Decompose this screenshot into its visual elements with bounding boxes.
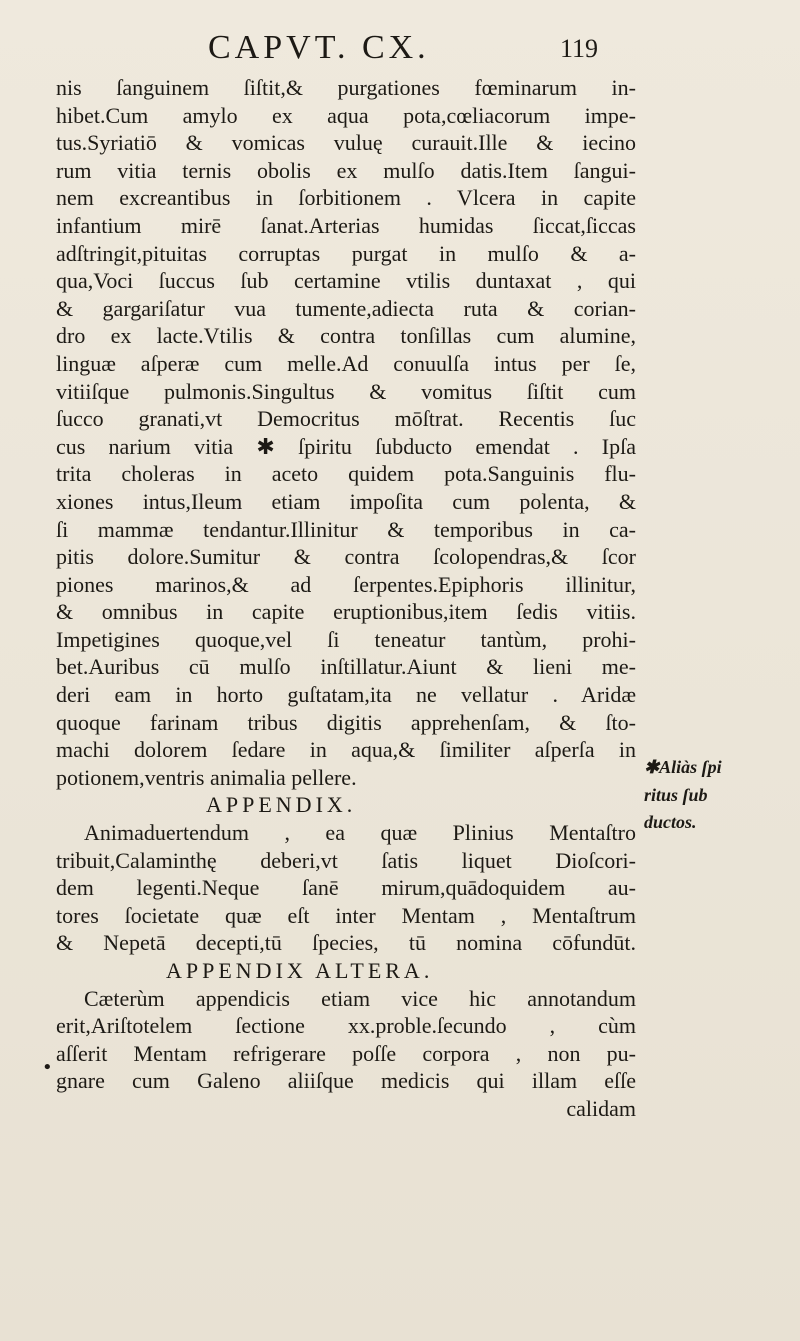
running-head <box>0 20 800 70</box>
text-line: bet.Auribus cū mulſo inſtillatur.Aiunt & lieni me- <box>56 654 636 680</box>
text-line: Impetigines quoque,vel ſi teneatur tantùm, prohi- <box>56 626 636 652</box>
text-line: xiones intus,Ileum etiam impoſita cum polenta, & <box>56 488 636 514</box>
text-line: qua,Voci ſuccus ſub certamine vtilis duntaxat , qui <box>56 268 636 294</box>
text-line: potionem,ventris animalia pellere. <box>56 764 357 790</box>
appendix-altera-line: Cæterùm appendicis etiam vice hic annotandum <box>84 985 636 1011</box>
appendix-altera-line: erit,Ariſtotelem ſectione xx.proble.ſecundo , cùm <box>56 1013 636 1039</box>
margin-note-line: ductos. <box>644 812 697 833</box>
text-line: vitiiſque pulmonis.Singultus & vomitus ſiſtit cum <box>56 378 636 404</box>
chapter-title: CAPVT. CX. <box>208 29 430 66</box>
text-line: tus.Syriatiō & vomicas vuluę curauit.Ille & iecino <box>56 130 636 156</box>
appendix-line: tores ſocietate quæ eſt inter Mentam , Mentaſtrum <box>56 902 636 928</box>
main-text-block <box>56 74 636 1123</box>
text-line: machi dolorem ſedare in aqua,& ſimiliter aſperſa in <box>56 737 636 763</box>
text-line: infantium mirē ſanat.Arterias humidas ſiccat,ſiccas <box>56 212 636 238</box>
margin-note-line: ✱Aliàs ſpi <box>644 757 722 777</box>
text-line: nem excreantibus in ſorbitionem . Vlcera in capite <box>56 185 636 211</box>
bullet-mark-icon: • <box>42 1057 53 1078</box>
text-line: deri eam in horto guſtatam,ita ne vellatur . Aridæ <box>56 682 636 708</box>
appendix-line: tribuit,Calaminthę deberi,vt ſatis liquet Dioſcori- <box>56 847 636 873</box>
appendix-altera-line: aſſerit Mentam refrigerare poſſe corpora , non pu- <box>56 1040 636 1066</box>
appendix-line: Animaduertendum , ea quæ Plinius Mentaſtro <box>84 820 636 846</box>
margin-note-line: ritus ſub <box>644 784 708 805</box>
appendix-heading: APPENDIX. <box>206 792 357 818</box>
margin-note <box>644 754 794 837</box>
page-number: 119 <box>560 34 599 63</box>
text-line: pitis dolore.Sumitur & contra ſcolopendras,& ſcor <box>56 544 636 570</box>
text-line: quoque farinam tribus digitis apprehenſam, & ſto- <box>56 709 636 735</box>
appendix-altera-line: gnare cum Galeno aliiſque medicis qui illam eſſe <box>56 1068 636 1094</box>
appendix-line: & Nepetā decepti,tū ſpecies, tū nomina cōfundūt. <box>56 930 636 956</box>
appendix-altera-heading: APPENDIX ALTERA. <box>166 958 434 983</box>
catchword: calidam <box>566 1095 636 1121</box>
text-line: ſucco granati,vt Democritus mōſtrat. Recentis ſuc <box>56 406 636 432</box>
text-line: cus narium vitia ✱ ſpiritu ſubducto emendat . Ipſa <box>56 433 636 459</box>
text-line: hibet.Cum amylo ex aqua pota,cœliacorum impe- <box>56 102 636 128</box>
text-line: & omnibus in capite eruptionibus,item ſedis vitiis. <box>56 599 636 625</box>
text-line: nis ſanguinem ſiſtit,& purgationes fœminarum in- <box>56 75 636 100</box>
text-line: linguæ aſperæ cum melle.Ad conuulſa intus per ſe, <box>56 350 636 376</box>
text-line: dro ex lacte.Vtilis & contra tonſillas cum alumine, <box>56 323 636 349</box>
text-line: & gargariſatur vua tumente,adiecta ruta & corian- <box>56 295 636 321</box>
appendix-line: dem legenti.Neque ſanē mirum,quādoquidem au- <box>56 875 636 901</box>
text-line: piones marinos,& ad ſerpentes.Epiphoris illinitur, <box>56 571 636 597</box>
text-line: trita choleras in aceto quidem pota.Sanguinis flu- <box>56 461 636 487</box>
text-line: rum vitia ternis obolis ex mulſo datis.Item ſangui- <box>56 157 636 183</box>
text-line: adſtringit,pituitas corruptas purgat in mulſo & a- <box>56 240 636 266</box>
text-line: ſi mammæ tendantur.Illinitur & temporibus in ca- <box>56 516 636 542</box>
